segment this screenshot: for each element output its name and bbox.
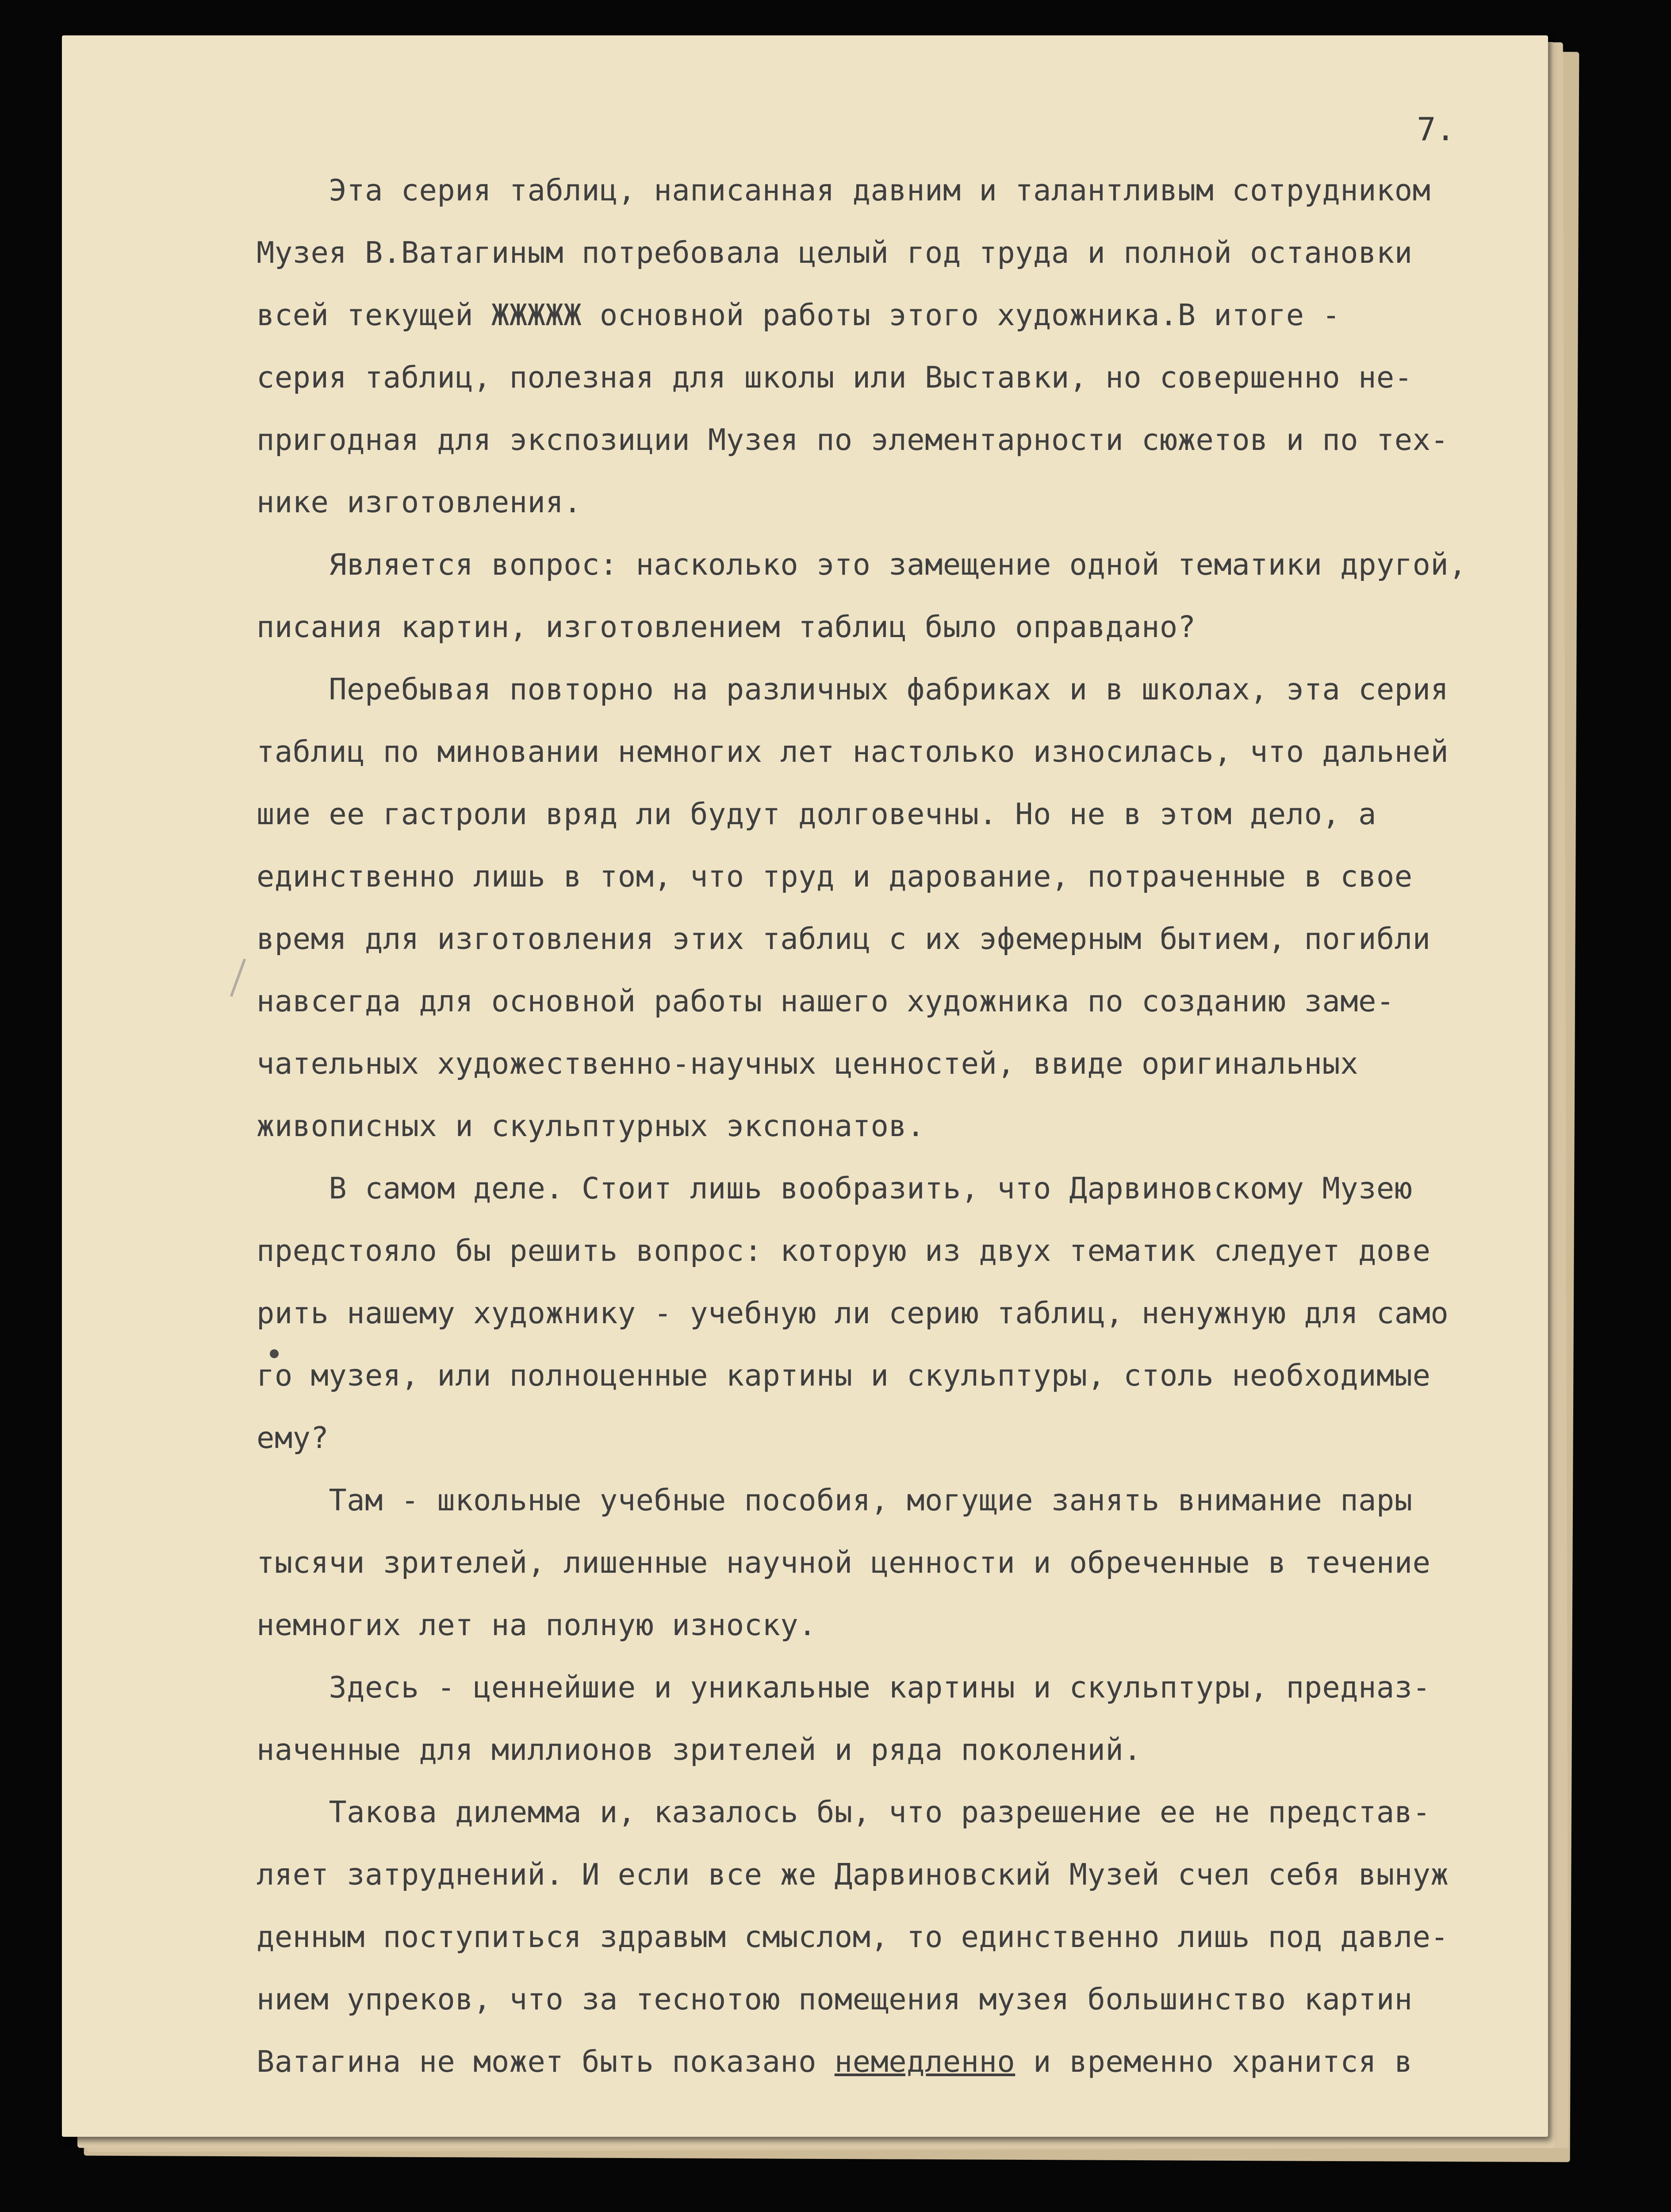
- pencil-mark: [230, 959, 246, 997]
- text-fragment: и временно хранится в: [1015, 2044, 1413, 2079]
- page-number: 7.: [1417, 111, 1455, 148]
- text-line: навсегда для основной работы нашего художника по созданию заме-: [257, 984, 1395, 1018]
- text-line: Музея В.Ватагиным потребовала целый год труда и полной остановки: [257, 235, 1413, 270]
- body-text: [257, 159, 1645, 2093]
- text-line: предстояло бы решить вопрос: которую из двух тематик следует дове: [257, 1233, 1431, 1268]
- text-line: единственно лишь в том, что труд и дарование, потраченные в свое: [257, 859, 1413, 894]
- text-line: денным поступиться здравым смыслом, то единственно лишь под давле-: [257, 1920, 1449, 1954]
- text-line: Эта серия таблиц, написанная давним и талантливым сотрудником: [257, 173, 1431, 207]
- text-line: [257, 2031, 1645, 2093]
- text-line: Здесь - ценнейшие и уникальные картины и скульптуры, предназ-: [257, 1670, 1431, 1705]
- text-line: чательных художественно-научных ценностей, ввиде оригинальных: [257, 1046, 1359, 1081]
- text-line: серия таблиц, полезная для школы или Выставки, но совершенно не-: [257, 360, 1413, 395]
- text-line: наченные для миллионов зрителей и ряда поколений.: [257, 1732, 1142, 1767]
- text-line: живописных и скульптурных экспонатов.: [257, 1109, 925, 1143]
- text-line: ему?: [257, 1421, 329, 1455]
- text-line: Там - школьные учебные пособия, могущие занять внимание пары: [257, 1483, 1413, 1517]
- text-line: таблиц по миновании немногих лет настолько износилась, что дальней: [257, 734, 1449, 769]
- text-line: Перебывая повторно на различных фабриках и в школах, эта серия: [257, 672, 1449, 707]
- text-line: писания картин, изготовлением таблиц было оправдано?: [257, 610, 1196, 644]
- text-fragment: Ватагина не может быть показано: [257, 2044, 835, 2079]
- text-line: В самом деле. Стоит лишь вообразить, что Дарвиновскому Музею: [257, 1171, 1413, 1206]
- text-line: Такова дилемма и, казалось бы, что разрешение ее не представ-: [257, 1795, 1431, 1829]
- text-line: ляет затруднений. И если все же Дарвиновский Музей счел себя вынуж: [257, 1857, 1449, 1892]
- text-line: шие ее гастроли вряд ли будут долговечны. Но не в этом дело, а: [257, 797, 1376, 831]
- text-line: тысячи зрителей, лишенные научной ценности и обреченные в течение: [257, 1545, 1431, 1580]
- text-line: го музея, или полноценные картины и скульптуры, столь необходимые: [257, 1358, 1431, 1393]
- text-line: рить нашему художнику - учебную ли серию таблиц, ненужную для само: [257, 1296, 1449, 1330]
- text-line: нике изготовления.: [257, 485, 582, 519]
- text-line: время для изготовления этих таблиц с их эфемерным бытием, погибли: [257, 922, 1431, 956]
- text-line: Является вопрос: насколько это замещение одной тематики другой,: [257, 547, 1467, 582]
- underlined-word: немедленно: [834, 2044, 1016, 2079]
- text-line: пригодная для экспозиции Музея по элементарности сюжетов и по тех-: [257, 422, 1449, 457]
- text-line: всей текущей ЖЖЖЖЖ основной работы этого художника.В итоге -: [257, 298, 1341, 332]
- text-line: немногих лет на полную износку.: [257, 1608, 816, 1642]
- text-line: нием упреков, что за теснотою помещения музея большинство картин: [257, 1982, 1413, 2016]
